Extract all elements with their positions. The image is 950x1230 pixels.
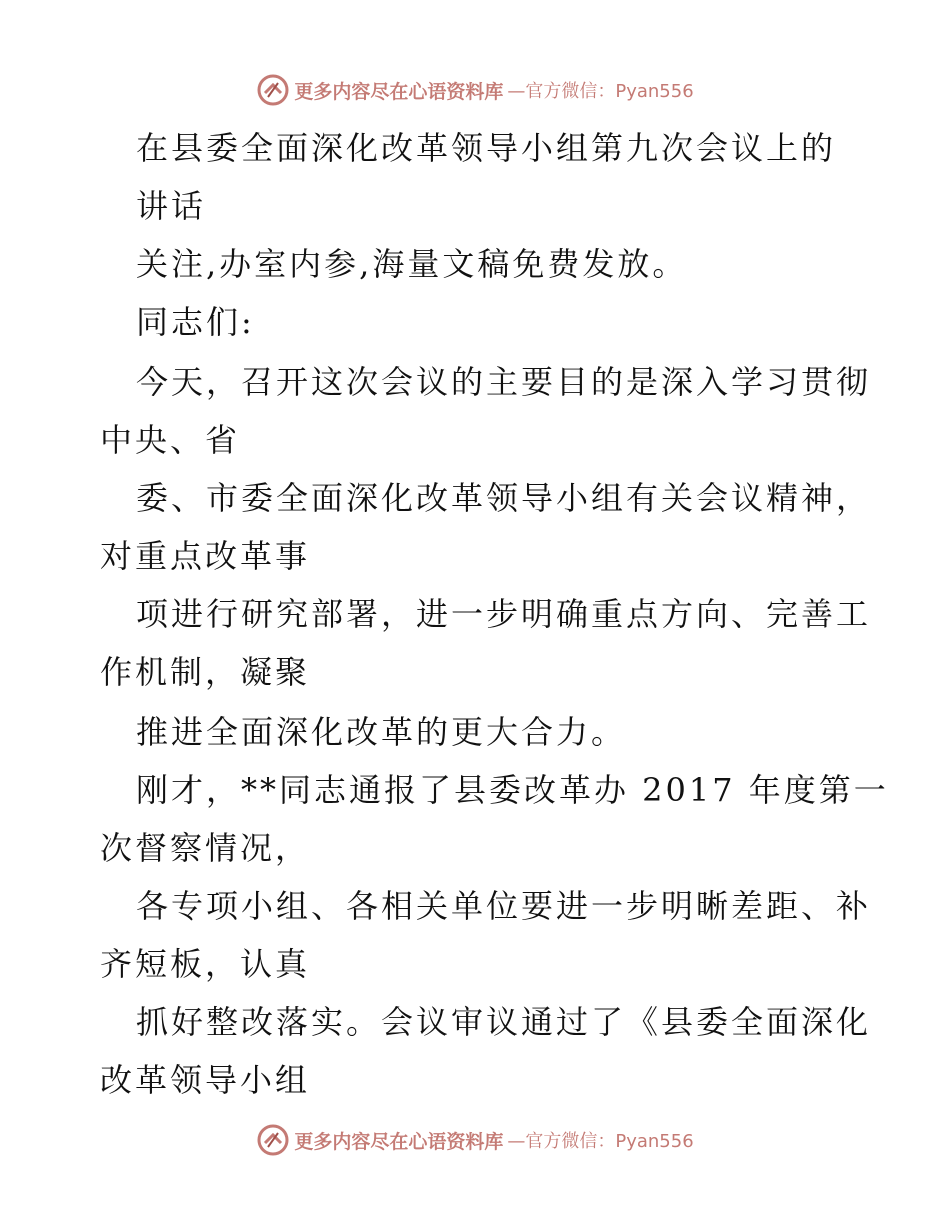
doc-line: 推进全面深化改革的更大合力。 xyxy=(136,713,627,751)
banner-main-text: 更多内容尽在心语资料库 xyxy=(294,80,504,103)
doc-line: 在县委全面深化改革领导小组第九次会议上的 xyxy=(136,129,837,167)
doc-line: 抓好整改落实。会议审议通过了《县委全面深化 xyxy=(136,1003,872,1041)
banner-main-text: 更多内容尽在心语资料库 xyxy=(294,1130,504,1153)
doc-line: 同志们: xyxy=(136,303,255,341)
book-pen-icon xyxy=(256,1123,290,1157)
doc-line: 今天，召开这次会议的主要目的是深入学习贯彻 xyxy=(136,363,872,401)
banner-sub-text: —官方微信：Pyan556 xyxy=(507,1131,694,1152)
doc-line: 各专项小组、各相关单位要进一步明晰差距、补 xyxy=(136,887,872,925)
doc-line: 齐短板，认真 xyxy=(100,945,311,983)
doc-line: 项进行研究部署，进一步明确重点方向、完善工 xyxy=(136,595,872,633)
doc-line: 中央、省 xyxy=(100,421,241,459)
doc-line: 委、市委全面深化改革领导小组有关会议精神， xyxy=(136,479,872,517)
doc-line: 改革领导小组 xyxy=(100,1061,311,1099)
doc-line: 关注,办室内参,海量文稿免费发放。 xyxy=(136,245,688,283)
banner-sub-text: —官方微信：Pyan556 xyxy=(507,81,694,102)
doc-line: 讲话 xyxy=(136,187,207,225)
footer-banner xyxy=(0,1120,950,1160)
doc-line: 刚才，**同志通报了县委改革办 2017 年度第一 xyxy=(136,771,889,809)
doc-line: 次督察情况， xyxy=(100,829,311,867)
doc-line: 对重点改革事 xyxy=(100,537,311,575)
doc-line: 作机制，凝聚 xyxy=(100,653,311,691)
